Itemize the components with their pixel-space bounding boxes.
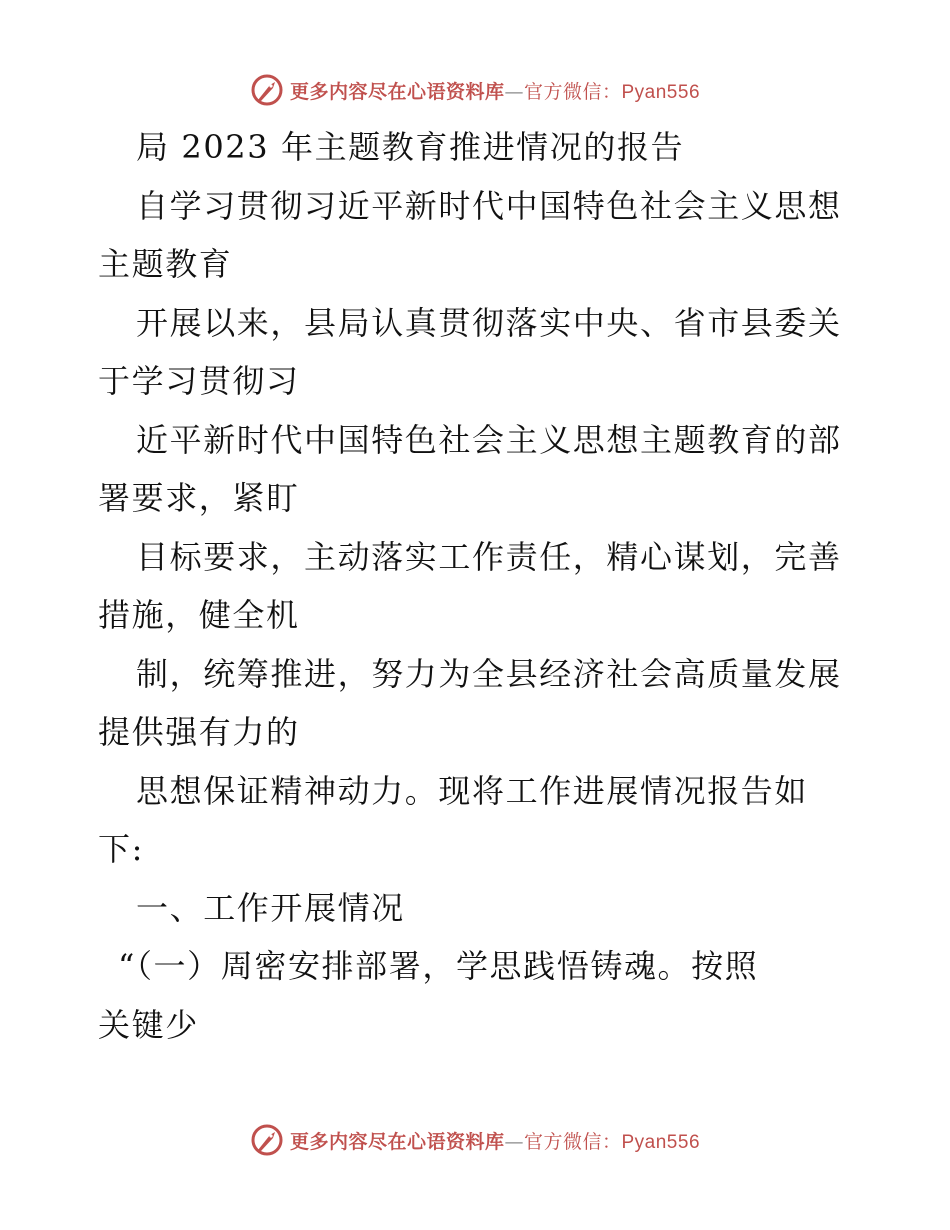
pen-nib-icon [250, 73, 284, 107]
section-heading: 一、工作开展情况 [136, 888, 405, 927]
watermark-wechat-label: 官方微信： [523, 80, 622, 103]
doc-line: 下: [98, 830, 144, 868]
watermark-wechat-label: 官方微信： [523, 1130, 622, 1153]
watermark-dash: — [504, 80, 524, 103]
doc-line: 关键少 [98, 1005, 199, 1044]
footer-watermark [0, 1120, 950, 1160]
watermark-brand: 更多内容尽在心语资料库 [289, 80, 505, 103]
watermark-account: Pyan556 [621, 1131, 701, 1153]
pen-nib-icon [250, 1123, 284, 1157]
doc-line: “（一）周密安排部署，学思践悟铸魂。按照 [118, 947, 759, 985]
doc-line: 制，统筹推进，努力为全县经济社会高质量发展 [136, 654, 842, 693]
doc-line: 开展以来，县局认真贯彻落实中央、省市县委关 [136, 303, 842, 342]
doc-title-line: 局 2023 年主题教育推进情况的报告 [136, 128, 685, 166]
doc-line: 思想保证精神动力。现将工作进展情况报告如 [136, 771, 809, 810]
watermark-account: Pyan556 [621, 81, 701, 103]
doc-line: 署要求，紧盯 [98, 479, 300, 517]
watermark-dash: — [504, 1130, 524, 1153]
watermark-text [290, 1127, 700, 1154]
doc-line: 主题教育 [98, 245, 233, 283]
watermark-brand: 更多内容尽在心语资料库 [289, 1130, 505, 1153]
document-body [98, 118, 858, 1054]
doc-line: 目标要求，主动落实工作责任，精心谋划，完善 [136, 537, 842, 576]
watermark-text [290, 77, 700, 104]
doc-line: 提供强有力的 [98, 713, 300, 751]
doc-line: 近平新时代中国特色社会主义思想主题教育的部 [136, 420, 842, 459]
doc-line: 自学习贯彻习近平新时代中国特色社会主义思想 [136, 186, 842, 225]
header-watermark [0, 70, 950, 110]
doc-line: 措施，健全机 [98, 596, 300, 634]
doc-line: 于学习贯彻习 [98, 362, 300, 400]
